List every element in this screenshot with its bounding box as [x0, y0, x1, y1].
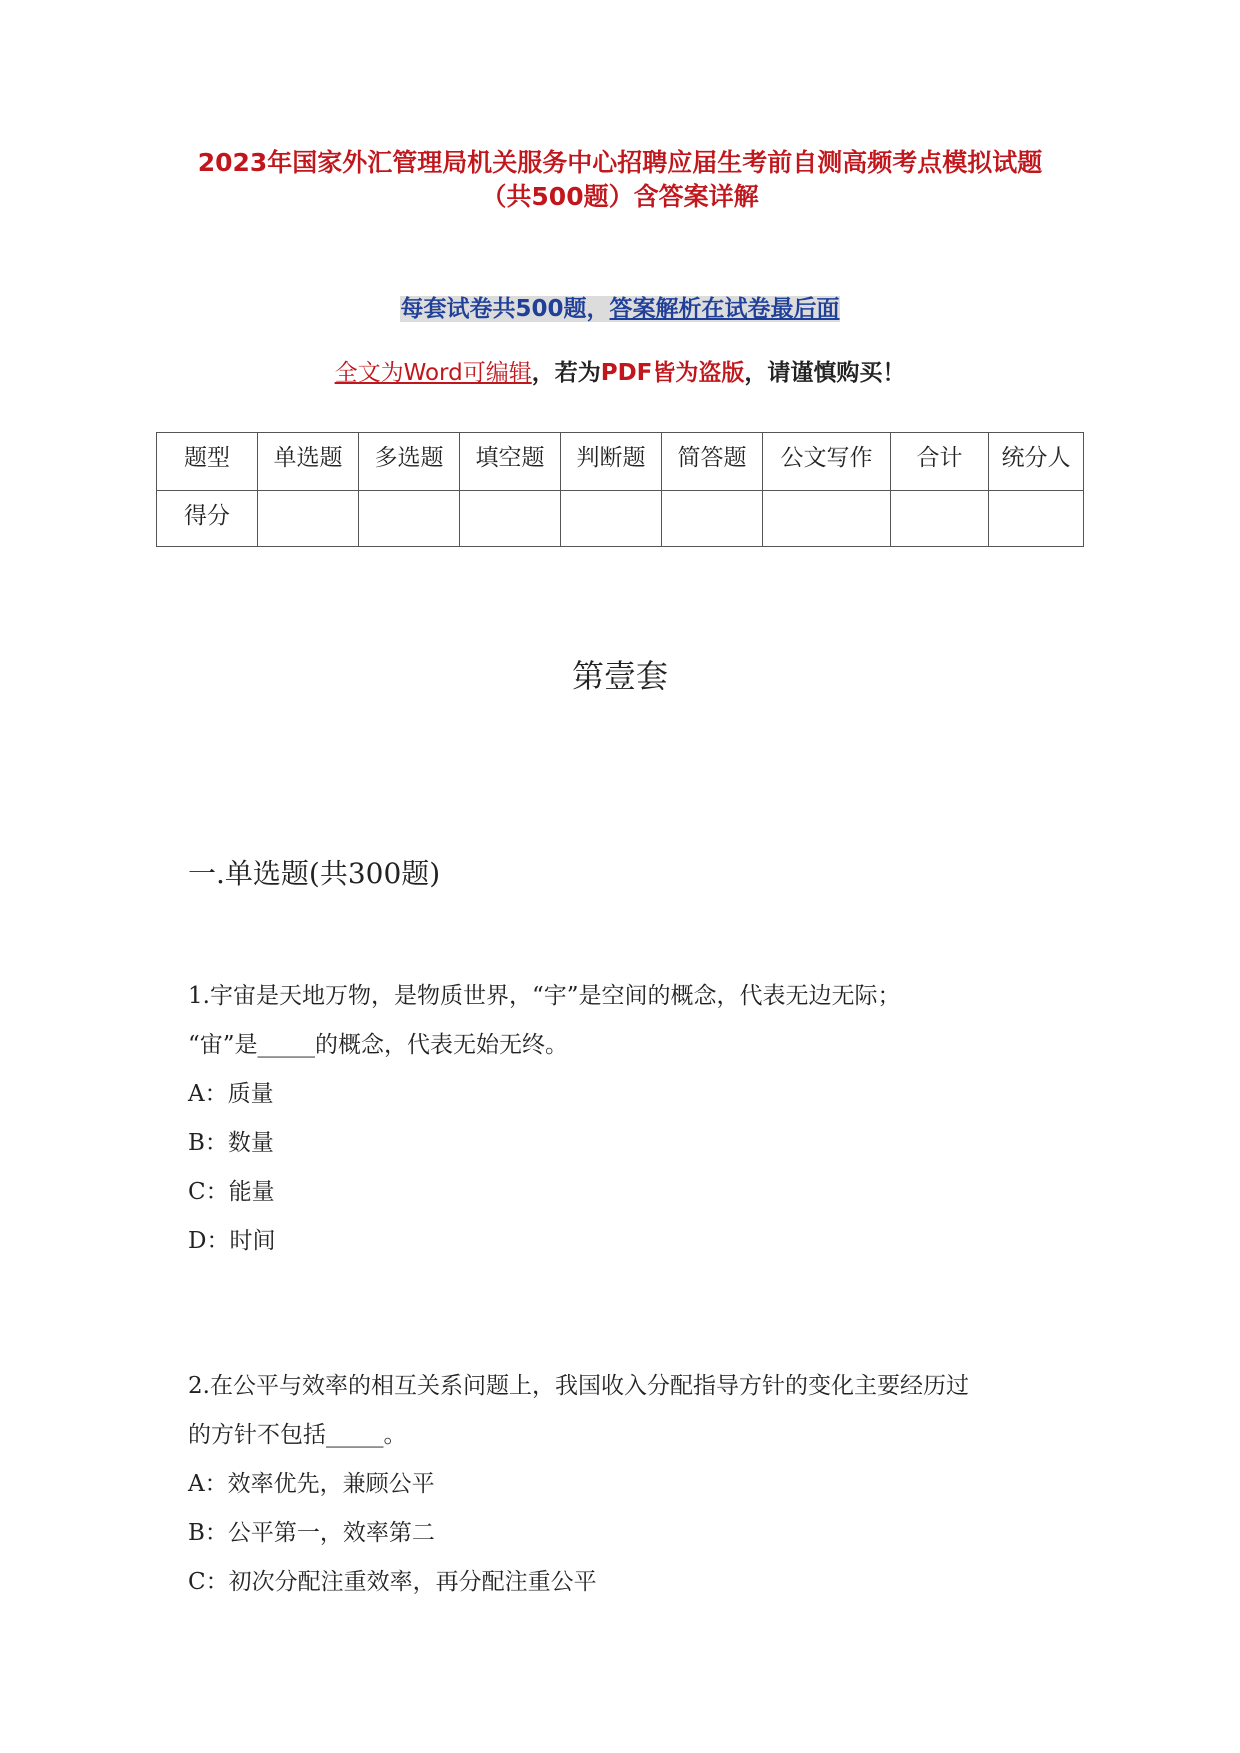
score-cell: [258, 491, 359, 547]
question-2: [188, 1362, 1068, 1607]
question-option: D：时间: [188, 1228, 276, 1254]
question-option: B：数量: [188, 1130, 274, 1156]
score-cell: [763, 491, 891, 547]
score-header-cell: 公文写作: [763, 433, 891, 491]
score-header-cell: 统分人: [989, 433, 1084, 491]
score-cell: [460, 491, 561, 547]
score-cell: [561, 491, 662, 547]
score-header-cell: 多选题: [359, 433, 460, 491]
score-header-cell: 题型: [157, 433, 258, 491]
question-stem: 2.在公平与效率的相互关系问题上，我国收入分配指导方针的变化主要经历过: [188, 1373, 969, 1399]
document-title-line1: 2023年国家外汇管理局机关服务中心招聘应届生考前自测高频考点模拟试题: [197, 148, 1043, 177]
score-cell: [891, 491, 989, 547]
section-title: 一.单选题(共300题): [188, 857, 441, 890]
score-row-label: 得分: [157, 491, 258, 547]
score-header-cell: 简答题: [662, 433, 763, 491]
score-header-cell: 合计: [891, 433, 989, 491]
question-stem: 的方针不包括_____。: [188, 1422, 407, 1448]
notice-caution-text: ，请谨慎购买！: [744, 360, 906, 386]
question-1: [188, 972, 1068, 1266]
score-table-score-row: [157, 491, 1084, 547]
score-table: [156, 432, 1084, 547]
score-header-cell: 单选题: [258, 433, 359, 491]
notice-piracy-text: PDF皆为盗版: [600, 360, 745, 386]
notice-count-text: 每套试卷共500题，: [400, 296, 610, 322]
question-option: B：公平第一，效率第二: [188, 1520, 435, 1546]
question-option: C：初次分配注重效率，再分配注重公平: [188, 1569, 597, 1595]
notice-answers-link[interactable]: 答案解析在试卷最后面: [609, 296, 840, 322]
score-header-cell: 判断题: [561, 433, 662, 491]
question-option: A：效率优先，兼顾公平: [188, 1471, 435, 1497]
question-stem: 1.宇宙是天地万物，是物质世界，“宇”是空间的概念，代表无边无际；: [188, 983, 901, 1009]
document-title-line2: （共500题）含答案详解: [481, 182, 759, 211]
notice-line1: [0, 292, 1240, 326]
score-header-cell: 填空题: [460, 433, 561, 491]
score-cell: [989, 491, 1084, 547]
score-cell: [662, 491, 763, 547]
question-stem: “宙”是_____的概念，代表无始无终。: [188, 1032, 569, 1058]
notice-editable-text: 全文为Word可编辑: [334, 360, 532, 386]
notice-if-text: ，若为: [531, 360, 601, 386]
set-title: 第壹套: [571, 657, 668, 695]
question-option: A：质量: [188, 1081, 274, 1107]
question-option: C：能量: [188, 1179, 275, 1205]
notice-line2: [0, 356, 1240, 390]
score-cell: [359, 491, 460, 547]
score-table-header-row: [157, 433, 1084, 491]
